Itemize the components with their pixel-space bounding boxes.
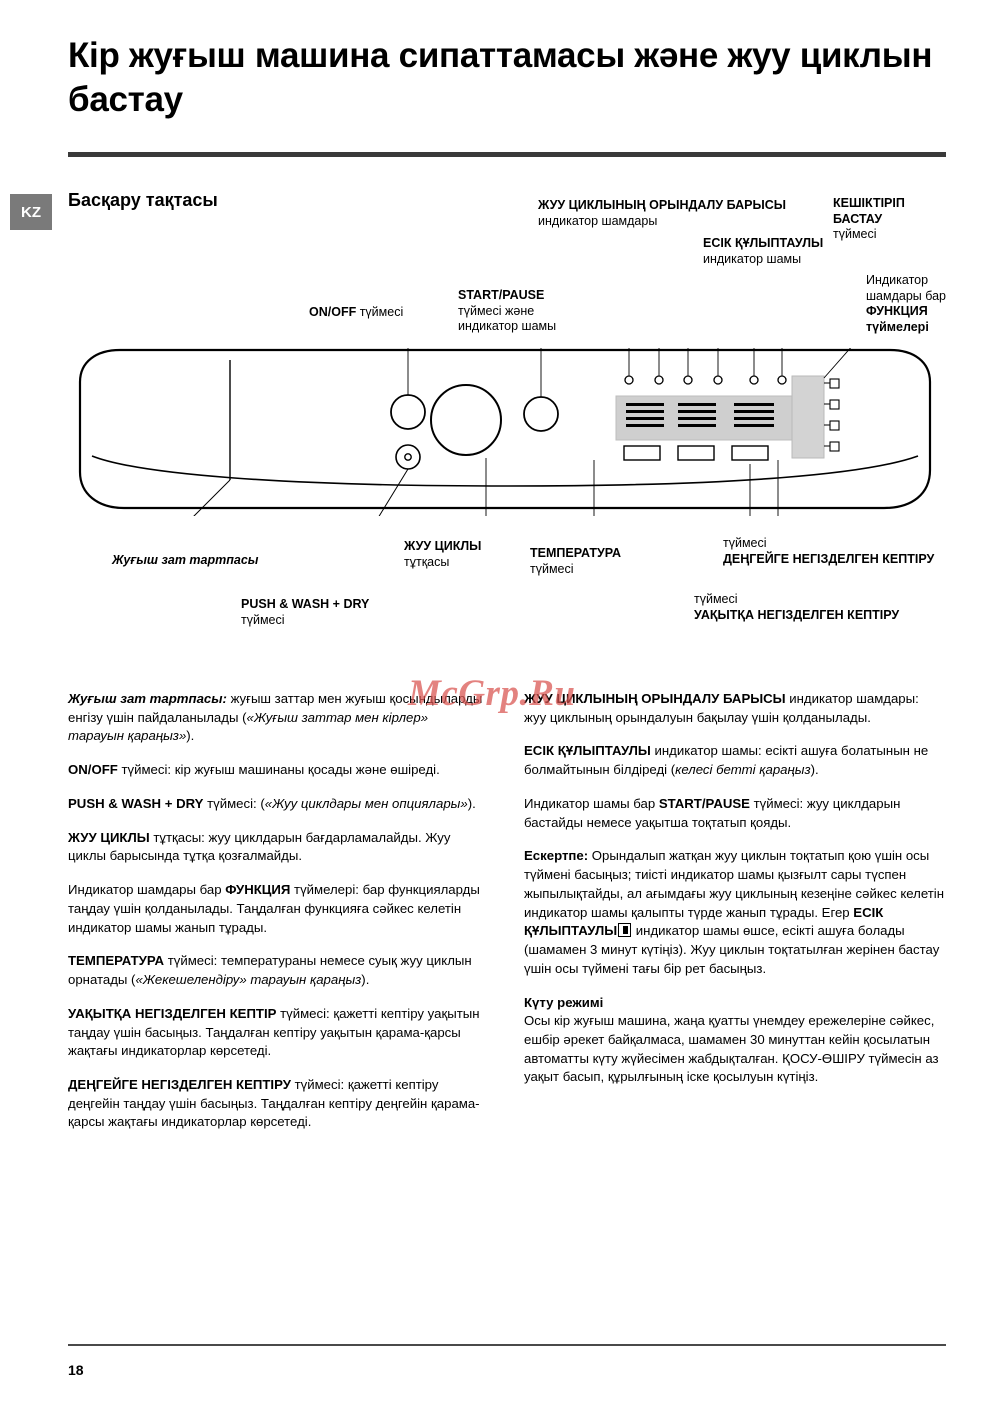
para-push-wash-tail: ). (467, 795, 476, 811)
callout-start-pause-bold: START/PAUSE (458, 288, 545, 302)
para-wash-cycle-lead: ЖУУ ЦИКЛЫ (68, 829, 150, 845)
callout-cycle-progress-bold: ЖУУ ЦИКЛЫНЫҢ ОРЫНДАЛУ БАРЫСЫ (538, 198, 786, 212)
para-push-wash-lead: PUSH & WASH + DRY (68, 795, 204, 811)
callout-delay-start-bold: КЕШІКТІРІП БАСТАУ (833, 196, 905, 226)
para-detergent-drawer-text: жуғыш заттар мен жуғыш қосындыларды енгізу үшін пайдаланылады ( (68, 691, 483, 725)
callout-start-pause (458, 288, 582, 335)
callout-temperature-bold: ТЕМПЕРАТУРА (530, 546, 622, 560)
callout-level-dry (723, 536, 963, 567)
door-lock-icon (618, 923, 631, 937)
para-door-locked-italic: келесі бетті қараңыз (675, 762, 811, 778)
para-detergent-drawer-tail: ). (186, 728, 195, 744)
para-temperature (68, 952, 486, 989)
para-function-lead: ФУНКЦИЯ (225, 882, 291, 898)
para-level-dry-text: түймесі: қажетті кептіру деңгейін таңдау үшін басыңыз. Таңдалған кептіру деңгейін қарама-қарсы жақтағы индикаторлар көрсетеді. (68, 1077, 480, 1130)
watermark: McGrp.Ru (408, 673, 576, 714)
para-temperature-text: түймесі: температураны немесе суық жуу циклын орнатады ( (68, 953, 472, 988)
para-on-off-lead: ON/OFF (68, 762, 118, 778)
para-push-wash-dry (68, 795, 486, 814)
para-detergent-drawer (68, 690, 486, 746)
para-level-based-dry (68, 1076, 486, 1132)
callout-wash-cycle-bold: ЖУУ ЦИКЛЫ (404, 539, 482, 553)
para-level-dry-lead: ДЕҢГЕЙГЕ НЕГІЗДЕЛГЕН КЕПТІРУ (68, 1077, 291, 1093)
para-detergent-drawer-lead: Жуғыш зат тартпасы: (68, 691, 227, 706)
para-wash-cycle-knob (68, 829, 486, 866)
callout-delay-start-rest: түймесі (833, 227, 877, 242)
para-temperature-tail: ). (361, 972, 370, 988)
callout-cycle-progress (538, 198, 800, 229)
section-heading: Басқару тақтасы (68, 190, 218, 210)
para-time-dry-text: түймесі: қажетті кептіру уақытын таңдау үшін басыңыз. Таңдалған кептіру уақытын қарама-қарсы жақтағы индикаторлар көрсетеді. (68, 1005, 480, 1059)
para-door-locked-tail: ). (810, 762, 819, 778)
para-detergent-drawer-italic: «Жуғыш заттар мен кірлер» тарауын қараңыз» (68, 709, 429, 744)
title-divider (68, 152, 946, 157)
callout-start-pause-rest: түймесі және индикатор шамы (458, 303, 557, 334)
para-cycle-progress-text: индикатор шамдары: жуу циклының орындалуын бақылау үшін қолданылады. (524, 691, 919, 725)
page-title: Кір жуғыш машина сипаттамасы және жуу циклын бастау (68, 36, 933, 119)
para-standby (524, 994, 944, 1088)
callout-time-dry (694, 592, 924, 623)
para-push-wash-italic: «Жуу циклдары мен опциялары» (264, 795, 468, 811)
para-function-text: түймелері: бар функцияларды таңдау үшін қолданылады. Таңдалған функцияға сәйкес келетін индикатор шамы жанып тұрады. (68, 882, 480, 935)
para-door-locked-lead: ЕСІК ҚҰЛЫПТАУЛЫ (524, 743, 651, 759)
para-standby-heading: Күту режимі (524, 994, 604, 1010)
callout-door-lock-rest: индикатор шамы (703, 251, 802, 266)
para-on-off (68, 761, 486, 780)
control-panel-diagram (78, 348, 932, 516)
para-note-text2: индикатор шамы өшсе, есікті ашуға болады (шамамен 3 минут күтіңіз). Жуу циклын тоқтатылған жерінен бастау үшін осы түймені тағы бір рет басыңыз. (524, 923, 940, 976)
para-note-lead2: ЕСІК ҚҰЛЫПТАУЛЫ (524, 904, 884, 939)
para-time-based-dry (68, 1005, 486, 1061)
para-temperature-lead: ТЕМПЕРАТУРА (68, 953, 165, 969)
callout-detergent-drawer: Жуғыш зат тартпасы (112, 553, 259, 567)
callout-temperature-rest: түймесі (530, 561, 574, 576)
callout-wash-cycle (404, 539, 524, 570)
para-start-pause (524, 795, 944, 832)
para-start-pause-text: түймесі: жуу циклдарын бастайды немесе уақытша тоқтатып қояды. (524, 795, 901, 830)
callout-push-wash-dry (241, 597, 471, 628)
callout-on-off-rest: түймесі (356, 305, 404, 319)
para-start-pause-pre: Индикатор шамы бар (524, 795, 659, 811)
body-column-left (68, 690, 486, 1147)
callout-door-lock-bold: ЕСІК ҚҰЛЫПТАУЛЫ (703, 236, 824, 250)
para-start-pause-lead: START/PAUSE (658, 795, 750, 811)
callout-on-off-bold: ON/OFF (309, 305, 357, 319)
callout-on-off (309, 305, 469, 321)
callout-time-dry-bold: УАҚЫТҚА НЕГІЗДЕЛГЕН КЕПТІРУ (694, 607, 900, 622)
para-cycle-progress (524, 690, 944, 727)
callout-function-buttons (866, 273, 978, 336)
callout-wash-cycle-rest: тұтқасы (404, 554, 450, 569)
para-door-locked (524, 742, 944, 779)
para-note-text: Орындалып жатқан жуу циклын тоқтатып қою үшін осы түймені басыңыз; тиісті индикатор шамы қызғылт сары түспен жыпылықтайды, ал ағымдағы жуу циклының кезеңіне сәйкес келетін индикатор шамы қалыпты түрде жанып тұрады. Егер (524, 848, 945, 920)
para-wash-cycle-text: тұтқасы: жуу циклдарын бағдарламалайды. Жуу циклы барысында тұтқа қозғалмайды. (68, 829, 451, 864)
para-function-buttons (68, 881, 486, 937)
para-note (524, 847, 944, 978)
page-number: 18 (68, 1362, 84, 1378)
para-function-pre: Индикатор шамдары бар (68, 882, 226, 898)
para-cycle-progress-lead: ЖУУ ЦИКЛЫНЫҢ ОРЫНДАЛУ БАРЫСЫ (524, 691, 786, 706)
callout-time-dry-pre: түймесі (694, 592, 738, 606)
callout-level-dry-bold: ДЕҢГЕЙГЕ НЕГІЗДЕЛГЕН КЕПТІРУ (723, 551, 935, 566)
callout-cycle-progress-rest: индикатор шамдары (538, 213, 658, 228)
callout-function-pre: Индикатор шамдары бар (866, 273, 947, 303)
para-standby-text: Осы кір жуғыш машина, жаңа қуатты үнемдеу ережелеріне сәйкес, ешбір әрекет байқалмаса, шамамен 30 минуттан кейін қосылатын автоматты күту жүйесімен жабдықталған. ҚОСУ-ӨШІРУ түймесін аз уақыт басып, құрылғының іске қосылуын күтіңіз. (524, 1013, 939, 1085)
para-push-wash-text: түймесі: ( (203, 795, 265, 811)
para-on-off-text: түймесі: кір жуғыш машинаны қосады және өшіреді. (117, 762, 440, 778)
callout-push-wash-rest: түймесі (241, 612, 285, 627)
footer-divider (68, 1344, 946, 1346)
body-column-right (524, 690, 944, 1102)
para-temperature-italic: «Жекешелендіру» тарауын қараңыз (135, 972, 362, 988)
callout-level-dry-pre: түймесі (723, 536, 767, 550)
para-note-lead: Ескертпе: (524, 848, 589, 864)
callout-function-bold: ФУНКЦИЯ түймелері (866, 304, 929, 334)
callout-push-wash-bold: PUSH & WASH + DRY (241, 597, 370, 611)
locale-tab: KZ (10, 194, 52, 230)
callout-temperature (530, 546, 660, 577)
para-time-dry-lead: УАҚЫТҚА НЕГІЗДЕЛГЕН КЕПТІР (68, 1005, 277, 1021)
para-door-locked-text: индикатор шамы: есікті ашуға болатынын не болмайтынын білдіреді ( (524, 743, 929, 778)
callout-door-lock (703, 236, 853, 267)
